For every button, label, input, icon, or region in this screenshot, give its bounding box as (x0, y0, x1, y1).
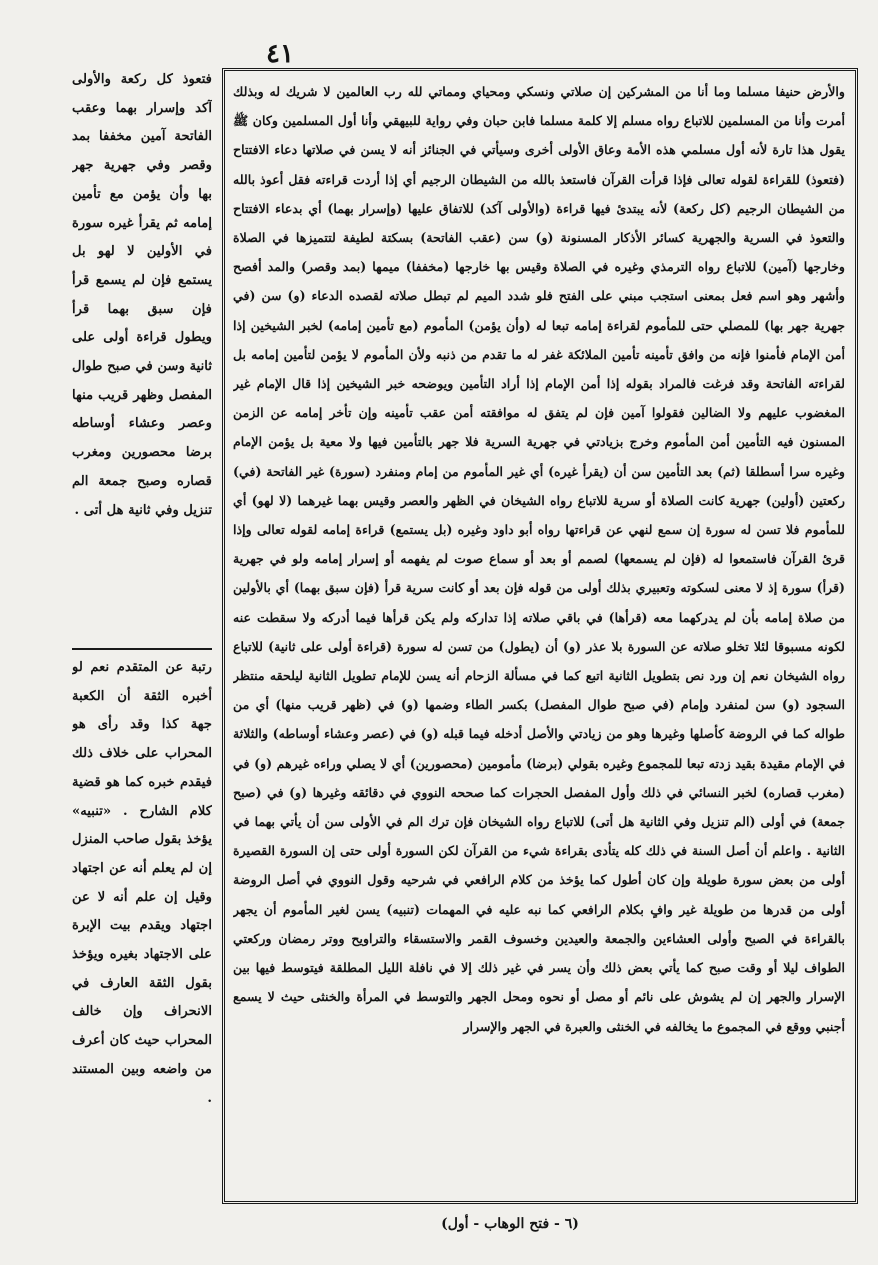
margin-divider (72, 648, 212, 650)
page-number: ٤١ (266, 39, 294, 69)
margin-text-matn: فتعوذ كل ركعة والأولى آكد وإسرار بهما وعقب الفاتحة آمين مخففا بمد وقصر وفي جهرية جهر بها وأن يؤمن مع تأمين إمامه ثم يقرأ غيره سورة في الأولين لا لهو بل يستمع فإن لم يسمع قرأ فإن سبق بهما قرأ ويطول قراءة أولى على ثانية وسن في صبح طوال المفصل وظهر قريب منها وعصر وعشاء أوساطه برضا محصورين ومغرب قصاره وصبح جمعة الم تنزيل وفي ثانية هل أتى . (72, 72, 212, 518)
main-text-frame (222, 68, 858, 1204)
margin-text-hashiya: رتبة عن المتقدم نعم لو أخبره الثقة أن الكعبة جهة كذا وقد رأى هو المحراب على خلاف ذلك فيقدم خبره كما هو قضية كلام الشارح . «تنبيه» يؤخذ بقول صاحب المنزل إن لم يعلم أنه عن اجتهاد وقيل إن علم أنه لا عن اجتهاد ويقدم بيت الإبرة على الاجتهاد بغيره ويؤخذ بقول الثقة العارف في الانحراف وإن خالف المحراب حيث كان أعرف من واضعه وبين المستند . (72, 660, 212, 1106)
main-commentary-text: والأرض حنيفا مسلما وما أنا من المشركين إن صلاتي ونسكي ومحياي ومماتي لله رب العالمين لا شريك له وبذلك أمرت وأنا من المسلمين للاتباع رواه مسلم إلا كلمة مسلما فابن حبان وفي رواية للبيهقي وأنا أول المسلمين وكان ﷺ يقول هذا تارة لأنه أول مسلمي هذه الأمة وعاق الأولى أخرى وسيأتي في الجنائز أنه لا يسن في صلاتها دعاء الافتتاح (فتعوذ) للقراءة لقوله تعالى فإذا قرأت القرآن فاستعذ بالله من الشيطان الرجيم أي إذا أردت قراءته فقل أعوذ بالله من الشيطان الرجيم (كل ركعة) لأنه يبتدئ فيها قراءة (والأولى آكد) للاتفاق عليها (وإسرار بهما) أي بدعاء الافتتاح والتعوذ في السرية والجهرية كسائر الأذكار المسنونة (و) سن (عقب الفاتحة) بسكتة لطيفة لتتميزها في الصلاة وخارجها (آمين) للاتباع رواه الترمذي وغيره في الصلاة وقيس بها خارجها (مخففا) ميمها (بمد وقصر) والمد أفصح وأشهر وهو اسم فعل بمعنى استجب مبني على الفتح فلو شدد الميم لم تبطل صلاته لقصده الدعاء (و) سن (في جهرية جهر بها) للمصلي حتى للمأموم لقراءة إمامه تبعا له (وأن يؤمن) المأموم (مع تأمين إمامه) لخبر الشيخين إذا أمن الإمام فأمنوا فإنه من وافق تأمينه تأمين الملائكة غفر له ما تقدم من ذنبه ولأن المأموم لا يؤمن لتأمين إمامه بل لقراءته الفاتحة وقد فرغت فالمراد بقوله إذا أمن الإمام إذا أراد التأمين ويوضحه خبر الشيخين إذا قال الإمام غير المغضوب عليهم ولا الضالين فقولوا آمين فإن لم يتفق له موافقته أمن عقب تأمينه وإن تأخر إمامه عن الزمن المسنون فيه التأمين أمن المأموم وخرج بزيادتي في جهرية السرية فلا جهر بالتأمين فيها ولا معية بل يؤمن الإمام وغيره سرا أسطلقا (ثم) بعد التأمين سن أن (يقرأ غيره) أي غير المأموم من إمام ومنفرد (سورة) غير الفاتحة (في) ركعتين (أولين) جهرية كانت الصلاة أو سرية للاتباع رواه الشيخان في الظهر والعصر وقيس بهما غيرهما (لا لهو) أي للمأموم فلا تسن له سورة إن سمع لنهي عن قراءتها رواه أبو داود وغيره (بل يستمع) قراءة إمامه لقوله تعالى وإذا قرئ القرآن فاستمعوا له (فإن لم يسمعها) لصمم أو بعد أو سماع صوت لم يفهمه أو إسرار إمامه ولو في جهرية (قرأ) سورة إذ لا معنى لسكوته وتعبيري بذلك أولى من قوله فإن بعد أو كانت سرية قرأ (فإن سبق بهما) أي بالأولين من صلاة إمامه بأن لم يدركهما معه (قرأها) في باقي صلاته إذا تداركه ولم يكن قرأها فيما أدركه ولا سقطت عنه لكونه مسبوقا لئلا تخلو صلاته عن السورة بلا عذر (و) أن (يطول) من تسن له سورة (قراءة أولى على ثانية) للاتباع رواه الشيخان نعم إن ورد نص بتطويل الثانية اتبع كما في مسألة الزحام أنه يسن للإمام تطويل الثانية ليلحقه منتظر السجود (و) سن لمنفرد وإمام (في صبح طوال المفصل) بكسر الطاء وضمها (و) في (ظهر قريب منها) أي من طواله كما في الروضة كأصلها وغيرها وهو من زيادتي والأصل أدخله فيما قبله (و) في (عصر وعشاء أوساطه) والثلاثة في الإمام مقيدة بقيد زدته تبعا للمجموع وغيره بقولي (برضا) مأمومين (محصورين) أي لا يصلي وراءه غيرهم (و) في (مغرب قصاره) لخبر النسائي في ذلك وأول المفصل الحجرات كما صححه النووي في دقائقه وغيرها (و) في (صبح جمعة) في أولى (الم تنزيل وفي الثانية هل أتى) للاتباع رواه الشيخان فإن ترك الم في الأولى سن أن يأتي بهما في الثانية . واعلم أن أصل السنة في ذلك كله يتأدى بقراءة شيء من القرآن لكن السورة أولى حتى إن السورة القصيرة أولى من بعض سورة طويلة وإن كان أطول كما يؤخذ من كلام الرافعي في شرحيه وقول النووي في أصل الروضة أولى من قدرها من طويلة غير وافٍ بكلام الرافعي كما نبه عليه في المهمات (تنبيه) يسن لغير المأموم أن يجهر بالقراءة في الصبح وأولى العشاءين والجمعة والعيدين وخسوف القمر والاستسقاء والتراويح ووتر رمضان وركعتي الطواف ليلا أو وقت صبح كما يأتي بعض ذلك وأن يسر في غير ذلك إلا في نافلة الليل المطلقة فيتوسط فيها بين الإسرار والجهر إن لم يشوش على نائم أو مصل أو نحوه ومحل الجهر والتوسط في المرأة والخنثى حيث لا يسمع أجنبي ووقع في المجموع ما يخالفه في الخنثى والعبرة في الجهر والإسرار (233, 84, 845, 1034)
footer-signature: (٦ - فتح الوهاب - أول) (441, 1216, 579, 1232)
